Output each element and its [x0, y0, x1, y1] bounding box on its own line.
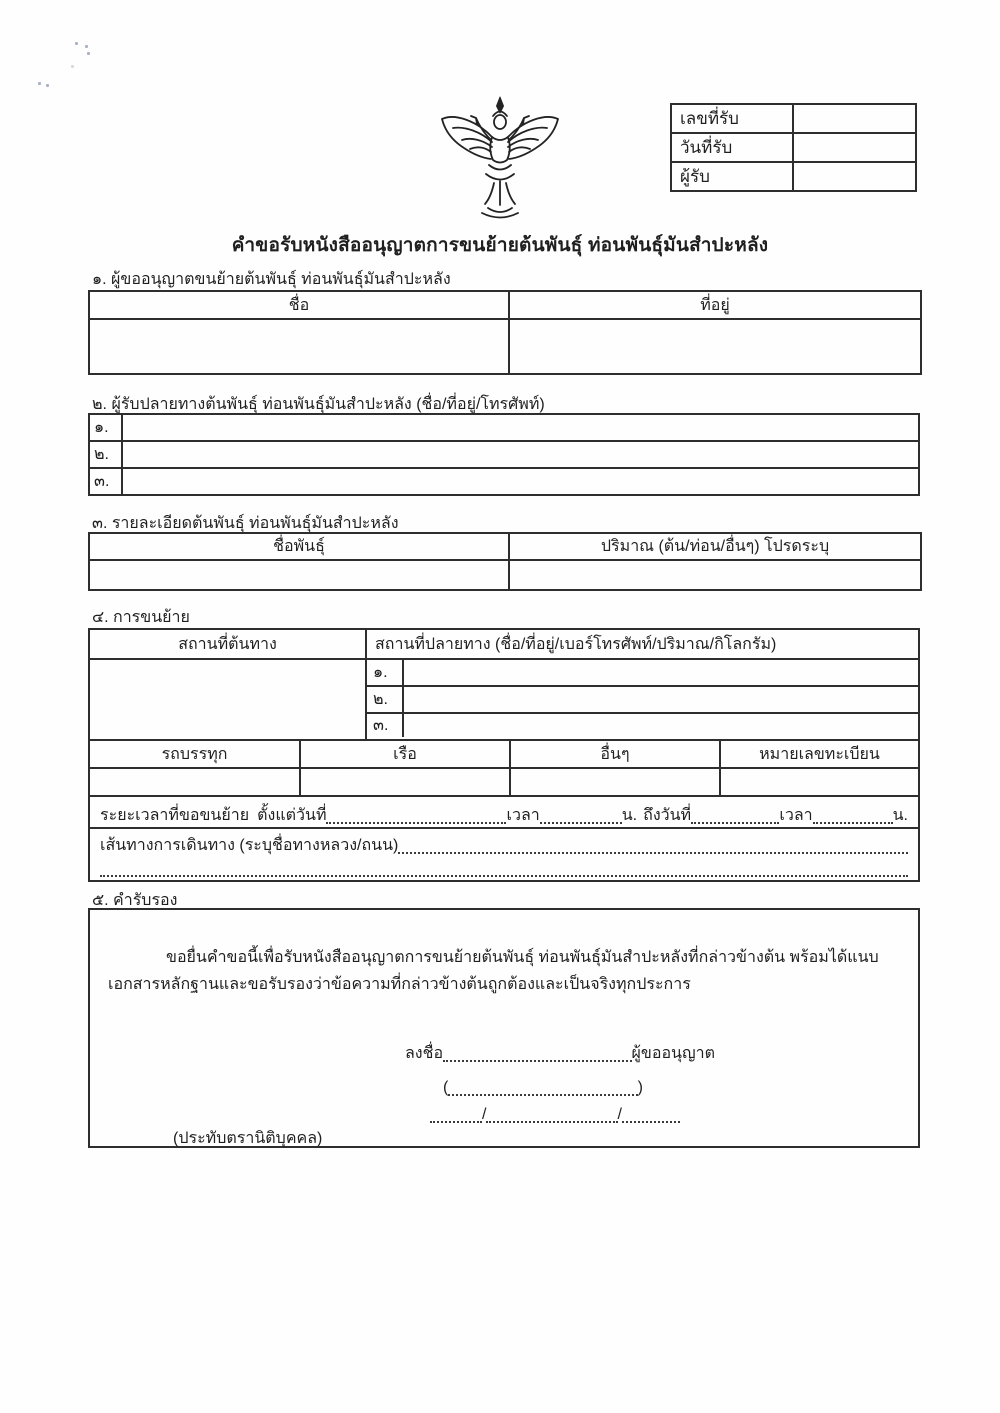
destination-header: สถานที่ปลายทาง (ชื่อ/ที่อยู่/เบอร์โทรศัพท์/ปริมาณ/กิโลกรัม): [375, 635, 777, 653]
section2-heading: ๒. ผู้รับปลายทางต้นพันธุ์ ท่อนพันธุ์มันสำปะหลัง (ชื่อ/ที่อยู่/โทรศัพท์): [92, 396, 545, 413]
recipient-row-number: ๑.: [89, 414, 122, 441]
table-row: [89, 441, 919, 468]
recipient-row-number: ๒.: [89, 441, 122, 468]
origin-destination-row: [90, 658, 918, 739]
receipt-date-value: [793, 133, 916, 162]
recipient-field: [122, 441, 919, 468]
transport-table: [88, 628, 920, 882]
origin-header: สถานที่ต้นทาง: [90, 630, 367, 658]
destination-row: [367, 660, 918, 687]
destination-row-number: ๑.: [367, 660, 404, 685]
applicant-address-header: ที่อยู่: [509, 291, 921, 319]
vehicle-header-row: [90, 739, 918, 767]
signature-line: [405, 1043, 715, 1065]
recipients-table: [88, 413, 920, 496]
certification-box: [88, 908, 920, 1148]
to-date-dotted-field: [691, 810, 779, 824]
recipient-field: [122, 414, 919, 441]
destination-row-number: ๓.: [367, 714, 404, 737]
route-dotted-field-line2: [100, 863, 908, 877]
recipient-row-number: ๓.: [89, 468, 122, 495]
applicant-address-field: [509, 319, 921, 374]
receipt-number-label: เลขที่รับ: [671, 104, 793, 133]
section3-heading: ๓. รายละเอียดต้นพันธุ์ ท่อนพันธุ์มันสำปะหลัง: [92, 515, 399, 532]
route-label: เส้นทางการเดินทาง (ระบุชื่อทางหลวง/ถนน): [100, 837, 399, 854]
date-separator: /: [482, 1106, 487, 1123]
period-label: ระยะเวลาที่ขอขนย้าย: [100, 807, 250, 825]
sign-label: ลงชื่อ: [405, 1045, 444, 1062]
scan-speck: [71, 65, 74, 68]
signer-name-line: [443, 1077, 643, 1099]
section4-heading: ๔. การขนย้าย: [92, 609, 190, 626]
paren-open: (: [443, 1079, 449, 1096]
destination-row-number: ๒.: [367, 687, 404, 712]
scan-speck: [46, 84, 49, 87]
paren-close: ): [637, 1079, 643, 1096]
destination-field: [404, 714, 918, 737]
sign-role-label: ผู้ขออนุญาต: [631, 1045, 715, 1062]
variety-quantity-field: [509, 560, 921, 590]
destination-row: [367, 714, 918, 737]
receipt-table: [670, 103, 917, 192]
to-time-dotted-field: [813, 810, 893, 824]
route-row: [90, 827, 918, 878]
table-row: [89, 319, 921, 374]
receipt-number-value: [793, 104, 916, 133]
year-dotted-field: [622, 1109, 680, 1123]
truck-field: [90, 769, 301, 795]
table-row: [671, 162, 916, 191]
other-vehicle-header: อื่นๆ: [511, 741, 721, 767]
garuda-emblem-icon: [437, 95, 563, 221]
period-time-unit2: น.: [892, 807, 908, 825]
from-time-dotted-field: [540, 810, 622, 824]
period-time-unit: น.: [621, 807, 638, 825]
signer-name-dotted-field: [448, 1082, 637, 1096]
variety-name-header: ชื่อพันธุ์: [89, 533, 509, 560]
applicant-name-header: ชื่อ: [89, 291, 509, 319]
table-row: [89, 468, 919, 495]
applicant-table: [88, 290, 922, 375]
destination-rows: [367, 660, 918, 739]
form-title: คำขอรับหนังสืออนุญาตการขนย้ายต้นพันธุ์ ท่อนพันธุ์มันสำปะหลัง: [231, 235, 769, 256]
table-row: [671, 133, 916, 162]
variety-quantity-header: ปริมาณ (ต้น/ท่อน/อื่นๆ) โปรดระบุ: [509, 533, 921, 560]
section1-heading: ๑. ผู้ขออนุญาตขนย้ายต้นพันธุ์ ท่อนพันธุ์มันสำปะหลัง: [92, 271, 451, 288]
table-row: [671, 104, 916, 133]
plate-number-header: หมายเลขทะเบียน: [759, 745, 880, 763]
vehicle-value-row: [90, 767, 918, 795]
scan-speck: [87, 52, 90, 55]
day-dotted-field: [430, 1109, 482, 1123]
table-header-row: [89, 533, 921, 560]
destination-field: [404, 660, 918, 685]
section5-heading: ๕. คำรับรอง: [92, 892, 178, 909]
plate-number-field: [721, 769, 918, 795]
scan-speck: [38, 82, 41, 85]
boat-header: เรือ: [301, 741, 511, 767]
from-date-dotted-field: [326, 810, 506, 824]
variety-name-field: [89, 560, 509, 590]
boat-field: [301, 769, 511, 795]
variety-table: [88, 532, 922, 591]
scan-speck: [85, 45, 88, 48]
recipient-field: [122, 468, 919, 495]
month-dotted-field: [486, 1109, 617, 1123]
date-separator: /: [617, 1106, 622, 1123]
juristic-seal-note: (ประทับตรานิติบุคคล): [173, 1130, 323, 1147]
receiver-label: ผู้รับ: [671, 162, 793, 191]
period-to-label: ถึงวันที่: [643, 807, 692, 825]
signature-dotted-field: [443, 1048, 631, 1062]
period-from-label: ตั้งแต่วันที่: [257, 807, 327, 825]
route-dotted-field: [398, 840, 908, 854]
table-row: [89, 414, 919, 441]
scan-speck: [75, 42, 78, 45]
other-vehicle-field: [511, 769, 721, 795]
receipt-date-label: วันที่รับ: [671, 133, 793, 162]
receiver-value: [793, 162, 916, 191]
period-time-label: เวลา: [506, 807, 540, 825]
date-line: [430, 1104, 680, 1126]
destination-field: [404, 687, 918, 712]
table-header-row: [89, 291, 921, 319]
table-row: [89, 560, 921, 590]
transport-header-row: [90, 630, 918, 658]
period-time-label2: เวลา: [779, 807, 813, 825]
applicant-name-field: [89, 319, 509, 374]
destination-row: [367, 687, 918, 714]
truck-header: รถบรรทุก: [90, 741, 301, 767]
transport-period-row: [90, 795, 918, 827]
origin-field: [90, 660, 367, 739]
declaration-paragraph: ขอยื่นคำขอนี้เพื่อรับหนังสืออนุญาตการขนย้ายต้นพันธุ์ ท่อนพันธุ์มันสำปะหลังที่กล่าวข้างต้น พร้อมได้แนบเอกสารหลักฐานและขอรับรองว่าข้อความที่กล่าวข้างต้นถูกต้องและเป็นจริงทุกประการ: [108, 949, 879, 993]
